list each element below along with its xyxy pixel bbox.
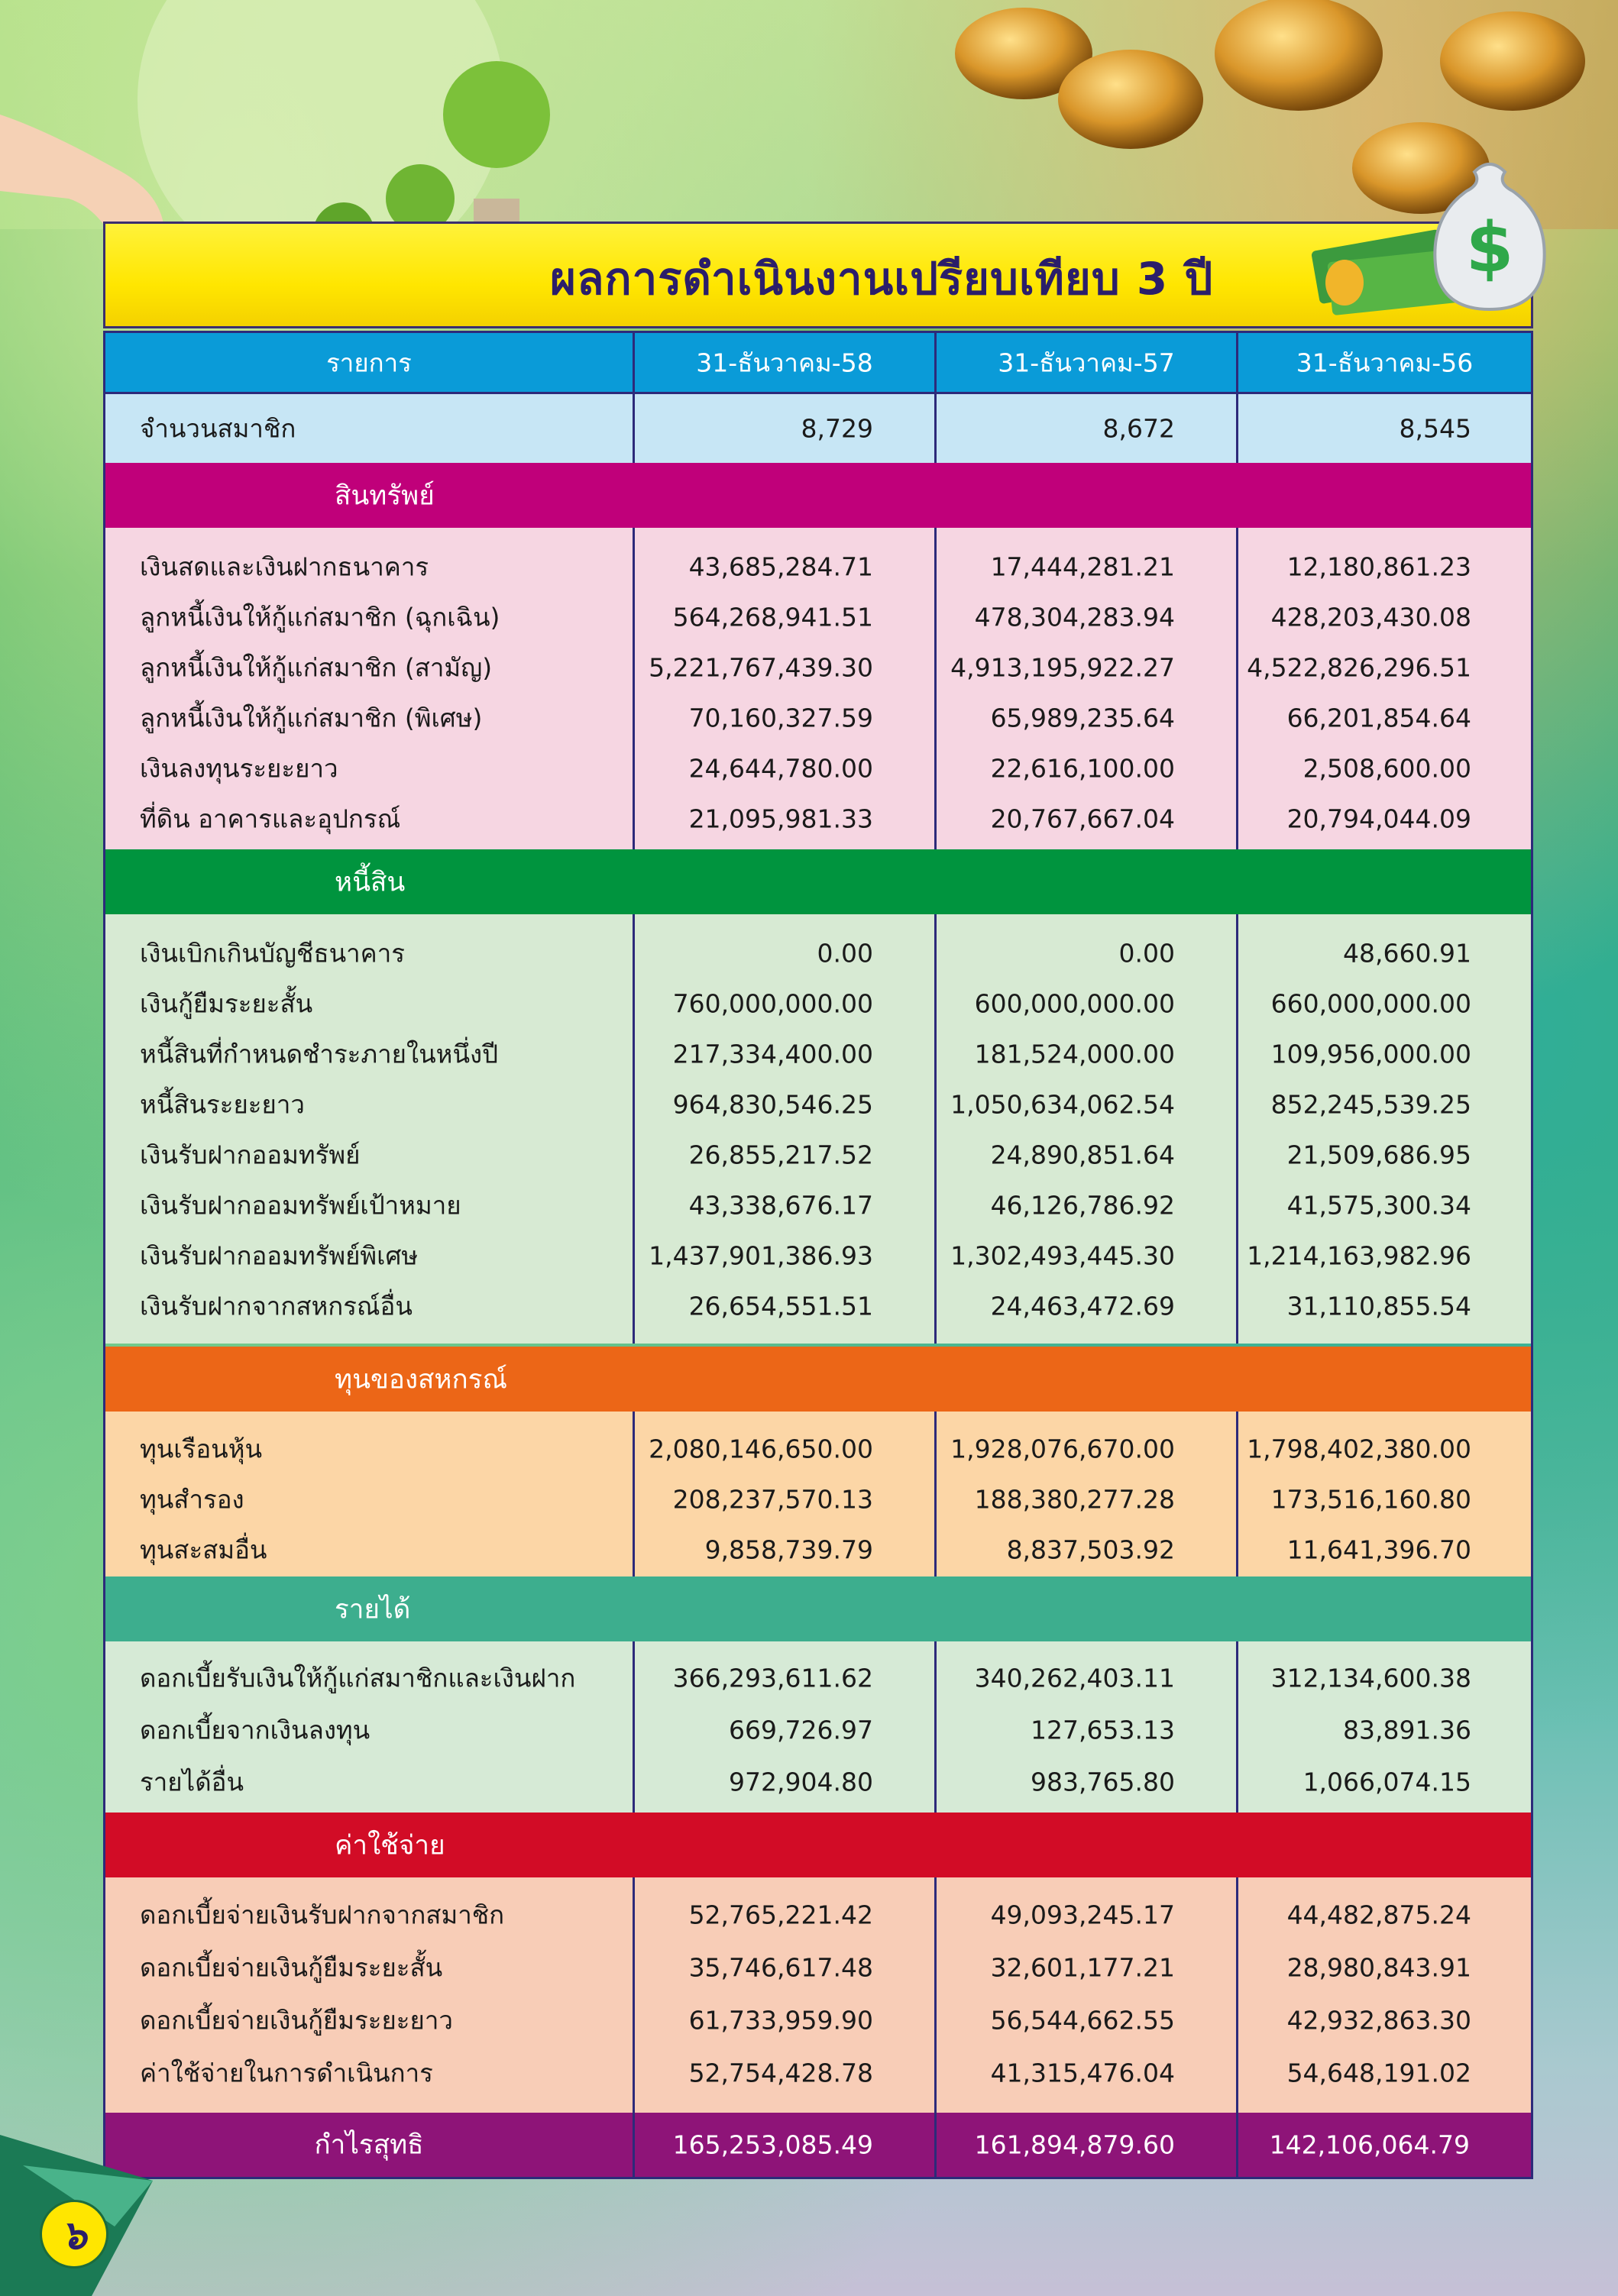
- row-value: 44,482,875.24: [1286, 1900, 1471, 1929]
- value-cell: [1236, 978, 1531, 1029]
- value-cell: [934, 794, 1236, 844]
- row-label: ดอกเบี้ยรับเงินให้กู้แก่สมาชิกและเงินฝาก: [140, 1663, 576, 1693]
- value-cell: [633, 1029, 934, 1079]
- value-cell: [934, 1941, 1236, 1994]
- row-label: จำนวนสมาชิก: [140, 413, 296, 444]
- row-value: 0.00: [817, 938, 873, 969]
- row-value: 56,544,662.55: [990, 2005, 1175, 2035]
- row-value: 1,050,634,062.54: [950, 1089, 1175, 1120]
- row-value: 109,956,000.00: [1270, 1039, 1471, 1069]
- row-label: เงินลงทุนระยะยาว: [140, 753, 338, 784]
- row-label-cell: [105, 1704, 633, 1756]
- table-row: [105, 693, 1531, 743]
- value-cell: [633, 693, 934, 743]
- value-cell: [1236, 1474, 1531, 1525]
- row-value: 46,126,786.92: [990, 1190, 1175, 1221]
- row-label-cell: [105, 1756, 633, 1808]
- table-row: [105, 1525, 1531, 1575]
- value-cell: [633, 2113, 934, 2177]
- row-label: ทุนสะสมอื่น: [140, 1534, 267, 1565]
- row-label-cell: [105, 928, 633, 978]
- value-cell: [633, 1424, 934, 1474]
- value-cell: [1236, 1230, 1531, 1281]
- row-value: 127,653.13: [1031, 1715, 1175, 1745]
- value-cell: [934, 1704, 1236, 1756]
- comparison-table: [103, 331, 1533, 2179]
- table-row: [105, 542, 1531, 592]
- value-cell: [1236, 1756, 1531, 1808]
- row-label: เงินกู้ยืมระยะสั้น: [140, 988, 313, 1019]
- row-label-cell: [105, 1424, 633, 1474]
- row-value: 31,110,855.54: [1286, 1291, 1471, 1321]
- row-value: 4,522,826,296.51: [1247, 652, 1471, 683]
- row-label: เงินรับฝากออมทรัพย์: [140, 1140, 361, 1170]
- row-value: 43,338,676.17: [688, 1190, 873, 1221]
- row-value: 2,080,146,650.00: [649, 1434, 873, 1464]
- row-value: 312,134,600.38: [1270, 1663, 1471, 1693]
- table-row: [105, 1994, 1531, 2046]
- value-cell: [1236, 1704, 1531, 1756]
- row-value: 366,293,611.62: [672, 1663, 873, 1693]
- value-cell: [1236, 693, 1531, 743]
- row-label-cell: [105, 2046, 633, 2099]
- row-label-cell: [105, 1130, 633, 1180]
- value-cell: [1236, 1994, 1531, 2046]
- value-cell: [1236, 592, 1531, 642]
- table-row: [105, 1941, 1531, 1994]
- column-header-label: 31-ธันวาคม-56: [1296, 348, 1474, 377]
- value-cell: [633, 1281, 934, 1331]
- value-cell: [934, 1652, 1236, 1704]
- value-cell: [934, 978, 1236, 1029]
- value-cell: [934, 542, 1236, 592]
- row-value: 1,302,493,445.30: [950, 1240, 1175, 1271]
- row-label: ลูกหนี้เงินให้กู้แก่สมาชิก (พิเศษ): [140, 703, 483, 733]
- row-value: 42,932,863.30: [1286, 2005, 1471, 2035]
- row-label: ดอกเบี้ยจ่ายเงินกู้ยืมระยะสั้น: [140, 1952, 443, 1982]
- table-row: [105, 1079, 1531, 1130]
- value-cell: [633, 2046, 934, 2099]
- row-label: หนี้สินระยะยาว: [140, 1089, 305, 1120]
- page-title: ผลการดำเนินงานเปรียบเทียบ 3 ปี: [550, 253, 1214, 305]
- income-section-header: [105, 1576, 1531, 1641]
- row-value: 983,765.80: [1031, 1767, 1175, 1797]
- value-cell: [633, 592, 934, 642]
- value-cell: [1236, 2046, 1531, 2099]
- row-value: 35,746,617.48: [688, 1952, 873, 1982]
- net-profit-value: 142,106,064.79: [1269, 2129, 1470, 2160]
- table-row: [105, 1704, 1531, 1756]
- value-cell: [1236, 642, 1531, 693]
- row-label-cell: [105, 1474, 633, 1525]
- row-value: 21,509,686.95: [1286, 1140, 1471, 1170]
- value-cell: [633, 1704, 934, 1756]
- value-cell: [934, 642, 1236, 693]
- row-label-cell: [105, 642, 633, 693]
- value-cell: [1236, 1029, 1531, 1079]
- value-cell: [633, 1652, 934, 1704]
- row-value: 0.00: [1118, 938, 1175, 969]
- table-row: [105, 1888, 1531, 1941]
- row-label-cell: [105, 592, 633, 642]
- equity-section-header: [105, 1347, 1531, 1412]
- row-label-cell: [105, 1029, 633, 1079]
- row-value: 5,221,767,439.30: [649, 652, 873, 683]
- row-value: 52,754,428.78: [688, 2058, 873, 2087]
- value-cell: [934, 592, 1236, 642]
- row-value: 660,000,000.00: [1270, 988, 1471, 1019]
- column-header: [1236, 333, 1531, 392]
- row-label-cell: [105, 1230, 633, 1281]
- svg-text:$: $: [1465, 208, 1514, 288]
- row-label: ลูกหนี้เงินให้กู้แก่สมาชิก (สามัญ): [140, 652, 493, 683]
- table-row: [105, 978, 1531, 1029]
- row-value: 22,616,100.00: [990, 753, 1175, 784]
- value-cell: [934, 1474, 1236, 1525]
- money-bag-icon: [1299, 149, 1558, 325]
- row-value: 24,644,780.00: [688, 753, 873, 784]
- expenses-section-header: [105, 1813, 1531, 1877]
- row-label: เงินรับฝากออมทรัพย์พิเศษ: [140, 1240, 419, 1271]
- row-value: 1,798,402,380.00: [1247, 1434, 1471, 1464]
- row-value: 9,858,739.79: [704, 1534, 873, 1565]
- table-row: [105, 928, 1531, 978]
- table-row: [105, 1130, 1531, 1180]
- row-label: ลูกหนี้เงินให้กู้แก่สมาชิก (ฉุกเฉิน): [140, 602, 500, 632]
- value-cell: [633, 642, 934, 693]
- row-value: 41,575,300.34: [1286, 1190, 1471, 1221]
- value-cell: [633, 542, 934, 592]
- value-cell: [1236, 1424, 1531, 1474]
- value-cell: [1236, 1888, 1531, 1941]
- row-value: 188,380,277.28: [974, 1484, 1175, 1515]
- assets-section-header: [105, 463, 1531, 528]
- row-value: 20,794,044.09: [1286, 804, 1471, 834]
- row-value: 1,066,074.15: [1302, 1767, 1471, 1797]
- row-label: ที่ดิน อาคารและอุปกรณ์: [140, 804, 401, 834]
- section-title: ทุนของสหกรณ์: [335, 1364, 507, 1395]
- value-cell: [633, 1474, 934, 1525]
- row-value: 173,516,160.80: [1270, 1484, 1471, 1515]
- row-label-cell: [105, 1941, 633, 1994]
- row-value: 11,641,396.70: [1286, 1534, 1471, 1565]
- value-cell: [1236, 1180, 1531, 1230]
- value-cell: [934, 1994, 1236, 2046]
- row-label-cell: [105, 1652, 633, 1704]
- row-label-cell: [105, 1888, 633, 1941]
- table-row: [105, 743, 1531, 794]
- value-cell: [633, 794, 934, 844]
- value-cell: [934, 928, 1236, 978]
- table-row: [105, 1029, 1531, 1079]
- value-cell: [633, 1130, 934, 1180]
- value-cell: [934, 1756, 1236, 1808]
- value-cell: [934, 693, 1236, 743]
- column-header: [934, 333, 1236, 392]
- row-label-cell: [105, 1994, 633, 2046]
- value-cell: [633, 928, 934, 978]
- row-value: 20,767,667.04: [990, 804, 1175, 834]
- table-row: [105, 1424, 1531, 1474]
- column-header: [105, 333, 633, 392]
- row-label-cell: [105, 743, 633, 794]
- row-value: 8,729: [801, 413, 873, 444]
- value-cell: [1236, 542, 1531, 592]
- row-label: รายได้อื่น: [140, 1767, 244, 1797]
- value-cell: [633, 1230, 934, 1281]
- value-cell: [1236, 1525, 1531, 1575]
- value-cell: [934, 394, 1236, 463]
- row-value: 600,000,000.00: [974, 988, 1175, 1019]
- row-value: 66,201,854.64: [1286, 703, 1471, 733]
- value-cell: [633, 394, 934, 463]
- net-profit-value: 165,253,085.49: [672, 2129, 873, 2160]
- value-cell: [633, 1941, 934, 1994]
- row-value: 61,733,959.90: [688, 2005, 873, 2035]
- value-cell: [1236, 794, 1531, 844]
- value-cell: [633, 1994, 934, 2046]
- section-title: รายได้: [335, 1594, 411, 1625]
- row-value: 24,463,472.69: [990, 1291, 1175, 1321]
- row-value: 217,334,400.00: [672, 1039, 873, 1069]
- value-cell: [934, 1888, 1236, 1941]
- row-label-cell: [105, 1281, 633, 1331]
- row-value: 852,245,539.25: [1270, 1089, 1471, 1120]
- row-label: เงินเบิกเกินบัญชีธนาคาร: [140, 938, 405, 969]
- row-label: ทุนสำรอง: [140, 1484, 244, 1515]
- table-row: [105, 1474, 1531, 1525]
- value-cell: [934, 2046, 1236, 2099]
- row-value: 1,214,163,982.96: [1247, 1240, 1471, 1271]
- row-value: 669,726.97: [729, 1715, 873, 1745]
- row-label: หนี้สินที่กำหนดชำระภายในหนึ่งปี: [140, 1039, 499, 1069]
- value-cell: [1236, 1281, 1531, 1331]
- row-value: 340,262,403.11: [974, 1663, 1175, 1693]
- row-value: 32,601,177.21: [990, 1952, 1175, 1982]
- section-title: หนี้สิน: [335, 867, 406, 897]
- row-label-cell: [105, 1180, 633, 1230]
- column-header-label: 31-ธันวาคม-57: [998, 348, 1175, 377]
- row-value: 1,928,076,670.00: [950, 1434, 1175, 1464]
- net-profit-value: 161,894,879.60: [974, 2129, 1175, 2160]
- page-number: ๖: [40, 2200, 108, 2269]
- row-value: 65,989,235.64: [990, 703, 1175, 733]
- column-header-label: รายการ: [326, 348, 412, 377]
- row-label: เงินสดและเงินฝากธนาคาร: [140, 551, 429, 582]
- value-cell: [934, 1180, 1236, 1230]
- row-value: 17,444,281.21: [990, 551, 1175, 582]
- row-value: 8,837,503.92: [1006, 1534, 1175, 1565]
- row-label-cell: [105, 2113, 633, 2177]
- members-row: [105, 394, 1531, 463]
- row-value: 49,093,245.17: [990, 1900, 1175, 1929]
- row-value: 972,904.80: [729, 1767, 873, 1797]
- row-value: 208,237,570.13: [672, 1484, 873, 1515]
- row-value: 2,508,600.00: [1302, 753, 1471, 784]
- table-row: [105, 1756, 1531, 1808]
- row-label: ดอกเบี้ยจ่ายเงินรับฝากจากสมาชิก: [140, 1900, 505, 1929]
- value-cell: [1236, 928, 1531, 978]
- column-header: [633, 333, 934, 392]
- row-value: 21,095,981.33: [688, 804, 873, 834]
- row-label: ทุนเรือนหุ้น: [140, 1434, 263, 1464]
- value-cell: [934, 1424, 1236, 1474]
- row-value: 43,685,284.71: [688, 551, 873, 582]
- row-value: 12,180,861.23: [1286, 551, 1471, 582]
- value-cell: [633, 978, 934, 1029]
- value-cell: [1236, 394, 1531, 463]
- row-value: 8,545: [1399, 413, 1471, 444]
- row-label: ดอกเบี้ยจากเงินลงทุน: [140, 1715, 371, 1745]
- value-cell: [934, 743, 1236, 794]
- value-cell: [633, 743, 934, 794]
- row-label-cell: [105, 693, 633, 743]
- liabilities-section-header: [105, 849, 1531, 914]
- table-row: [105, 1652, 1531, 1704]
- row-value: 478,304,283.94: [974, 602, 1175, 632]
- row-value: 4,913,195,922.27: [950, 652, 1175, 683]
- row-value: 181,524,000.00: [974, 1039, 1175, 1069]
- value-cell: [1236, 1941, 1531, 1994]
- row-value: 964,830,546.25: [672, 1089, 873, 1120]
- row-label-cell: [105, 978, 633, 1029]
- row-value: 41,315,476.04: [990, 2058, 1175, 2087]
- value-cell: [934, 1230, 1236, 1281]
- row-value: 1,437,901,386.93: [649, 1240, 873, 1271]
- row-value: 70,160,327.59: [688, 703, 873, 733]
- value-cell: [934, 2113, 1236, 2177]
- row-label: ดอกเบี้ยจ่ายเงินกู้ยืมระยะยาว: [140, 2005, 453, 2035]
- value-cell: [633, 1888, 934, 1941]
- row-label: เงินรับฝากจากสหกรณ์อื่น: [140, 1291, 413, 1321]
- table-row: [105, 642, 1531, 693]
- row-label-cell: [105, 794, 633, 844]
- row-value: 54,648,191.02: [1286, 2058, 1471, 2087]
- value-cell: [633, 1525, 934, 1575]
- table-row: [105, 1180, 1531, 1230]
- row-value: 52,765,221.42: [688, 1900, 873, 1929]
- row-value: 564,268,941.51: [672, 602, 873, 632]
- value-cell: [934, 1079, 1236, 1130]
- row-value: 26,855,217.52: [688, 1140, 873, 1170]
- row-label: ค่าใช้จ่ายในการดำเนินการ: [140, 2058, 433, 2087]
- table-row: [105, 592, 1531, 642]
- value-cell: [934, 1130, 1236, 1180]
- row-value: 26,654,551.51: [688, 1291, 873, 1321]
- row-value: 8,672: [1102, 413, 1175, 444]
- value-cell: [934, 1029, 1236, 1079]
- row-label-cell: [105, 1079, 633, 1130]
- row-label-cell: [105, 394, 633, 463]
- section-title: สินทรัพย์: [335, 480, 435, 511]
- value-cell: [934, 1281, 1236, 1331]
- table-header: [105, 333, 1531, 394]
- row-value: 760,000,000.00: [672, 988, 873, 1019]
- net-profit-label: กำไรสุทธิ: [314, 2129, 424, 2161]
- value-cell: [633, 1756, 934, 1808]
- value-cell: [1236, 2113, 1531, 2177]
- value-cell: [1236, 1652, 1531, 1704]
- row-value: 428,203,430.08: [1270, 602, 1471, 632]
- row-value: 24,890,851.64: [990, 1140, 1175, 1170]
- section-title: ค่าใช้จ่าย: [335, 1830, 445, 1861]
- value-cell: [633, 1079, 934, 1130]
- value-cell: [1236, 1130, 1531, 1180]
- row-label-cell: [105, 542, 633, 592]
- value-cell: [633, 1180, 934, 1230]
- row-label-cell: [105, 1525, 633, 1575]
- row-value: 83,891.36: [1343, 1715, 1471, 1745]
- table-row: [105, 794, 1531, 844]
- table-row: [105, 1230, 1531, 1281]
- row-value: 48,660.91: [1343, 938, 1471, 969]
- net-profit-row: [105, 2113, 1531, 2177]
- value-cell: [1236, 1079, 1531, 1130]
- row-label: เงินรับฝากออมทรัพย์เป้าหมาย: [140, 1190, 461, 1221]
- row-value: 28,980,843.91: [1286, 1952, 1471, 1982]
- value-cell: [1236, 743, 1531, 794]
- column-header-label: 31-ธันวาคม-58: [696, 348, 873, 377]
- value-cell: [934, 1525, 1236, 1575]
- table-row: [105, 2046, 1531, 2099]
- table-row: [105, 1281, 1531, 1331]
